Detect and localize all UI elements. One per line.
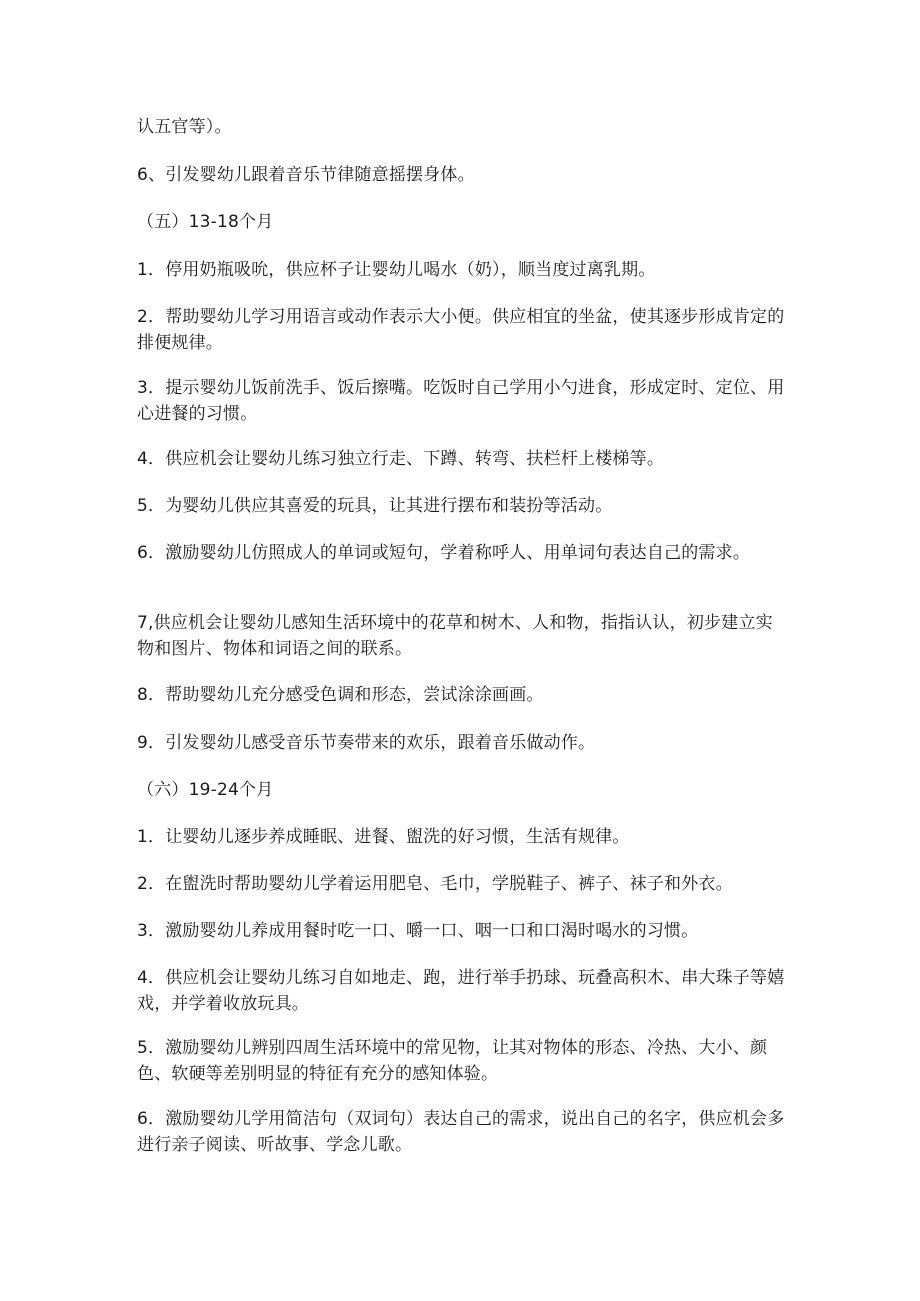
- section-heading-19-24: （六）19-24个月: [137, 780, 274, 800]
- paragraph-4: 2．帮助婴幼儿学习用语言或动作表示大小便。供应相宜的坐盆，使其逐步形成肯定的排便规律。: [137, 307, 785, 353]
- paragraph-3: 1．停用奶瓶吸吮，供应杯子让婴幼儿喝水（奶），顺当度过离乳期。: [137, 260, 656, 280]
- paragraph-13: 2．在盥洗时帮助婴幼儿学着运用肥皂、毛巾，学脱鞋子、裤子、袜子和外衣。: [137, 874, 733, 894]
- paragraph-15: 4．供应机会让婴幼儿练习自如地走、跑，进行举手扔球、玩叠高积木、串大珠子等嬉戏，并学着收放玩具。: [137, 968, 785, 1014]
- paragraph-8: 6．激励婴幼儿仿照成人的单词或短句，学着称呼人、用单词句表达自己的需求。: [137, 543, 751, 563]
- paragraph-7: 5．为婴幼儿供应其喜爱的玩具，让其进行摆布和装扮等活动。: [137, 496, 613, 516]
- section-heading-13-18: （五）13-18个月: [137, 212, 274, 232]
- paragraph-16: 5．激励婴幼儿辨别四周生活环境中的常见物，让其对物体的形态、冷热、大小、颜色、软硬等差别明显的特征有充分的感知体验。: [137, 1038, 768, 1084]
- paragraph-11: 9．引发婴幼儿感受音乐节奏带来的欢乐，跟着音乐做动作。: [137, 733, 596, 753]
- paragraph-10: 8．帮助婴幼儿充分感受色调和形态，尝试涂涂画画。: [137, 685, 544, 705]
- paragraph-6: 4．供应机会让婴幼儿练习独立行走、下蹲、转弯、扶栏杆上楼梯等。: [137, 449, 665, 469]
- paragraph-17: 6．激励婴幼儿学用简洁句（双词句）表达自己的需求，说出自己的名字，供应机会多进行亲子阅读、听故事、学念儿歌。: [137, 1109, 785, 1155]
- paragraph-1: 认五官等）。: [137, 117, 232, 137]
- paragraph-5: 3．提示婴幼儿饭前洗手、饭后擦嘴。吃饭时自己学用小勺进食，形成定时、定位、用心进餐的习惯。: [137, 378, 785, 424]
- paragraph-9: 7,供应机会让婴幼儿感知生活环境中的花草和树木、人和物，指指认认，初步建立实物和图片、物体和词语之间的联系。: [137, 613, 773, 659]
- paragraph-2: 6、引发婴幼儿跟着音乐节律随意摇摆身体。: [137, 165, 475, 185]
- paragraph-14: 3．激励婴幼儿养成用餐时吃一口、嚼一口、咽一口和口渴时喝水的习惯。: [137, 921, 699, 941]
- paragraph-12: 1．让婴幼儿逐步养成睡眠、进餐、盥洗的好习惯，生活有规律。: [137, 827, 630, 847]
